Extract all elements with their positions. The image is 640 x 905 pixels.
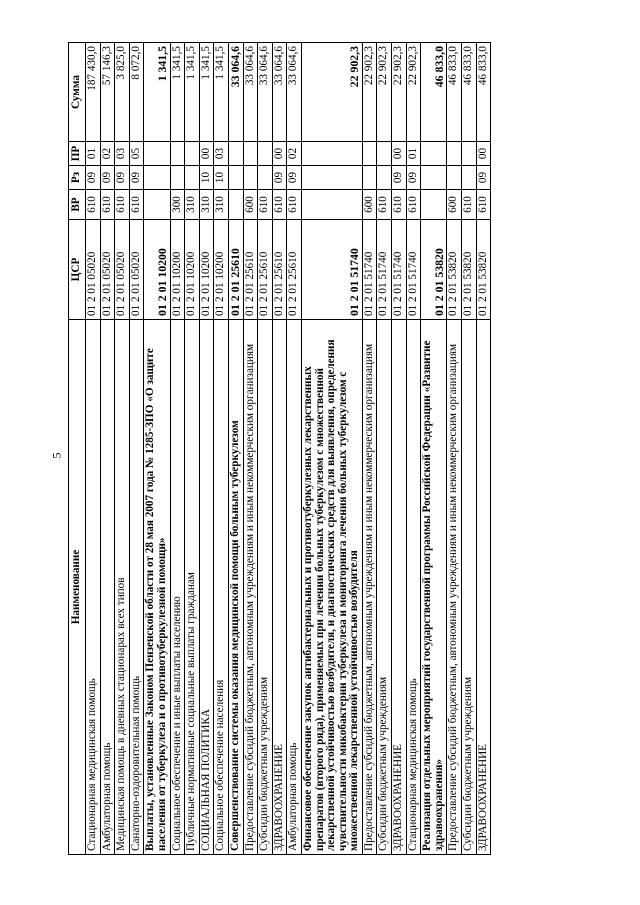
row-pr <box>170 142 185 166</box>
row-name: Публичные нормативные социальные выплаты гражданам <box>185 320 200 855</box>
row-pr <box>362 142 377 166</box>
row-name: Субсидии бюджетным учреждениям <box>462 320 477 855</box>
row-name: Амбулаторная помощь <box>287 320 302 855</box>
row-rz: 09 <box>86 166 101 190</box>
row-sum: 46 833,0 <box>476 43 491 142</box>
row-vr: 610 <box>272 190 287 220</box>
row-csr: 01 2 01 10200 <box>185 220 200 320</box>
row-vr: 610 <box>406 190 421 220</box>
table-body <box>86 43 491 855</box>
row-csr: 01 2 01 10200 <box>199 220 214 320</box>
row-csr: 01 2 01 05020 <box>86 220 101 320</box>
row-vr: 600 <box>243 190 258 220</box>
row-csr: 01 2 01 51740 <box>377 220 392 320</box>
row-vr: 610 <box>115 190 130 220</box>
row-vr <box>144 190 170 220</box>
row-name: Социальное обеспечение населения <box>214 320 229 855</box>
table-row <box>214 43 229 855</box>
row-pr <box>462 142 477 166</box>
row-sum: 33 064,6 <box>287 43 302 142</box>
row-pr: 03 <box>115 142 130 166</box>
table-row <box>392 43 407 855</box>
row-sum: 22 902,3 <box>362 43 377 142</box>
row-name: Предоставление субсидий бюджетным, автономным учреждениям и иным некоммерческим организациям <box>243 320 258 855</box>
table-row <box>228 43 243 855</box>
row-name: Санаторно-оздоровительная помощь <box>129 320 144 855</box>
row-name: СОЦИАЛЬНАЯ ПОЛИТИКА <box>199 320 214 855</box>
row-csr: 01 2 01 53820 <box>447 220 462 320</box>
row-sum: 22 902,3 <box>406 43 421 142</box>
page-number: 5 <box>49 452 64 459</box>
table-row <box>100 43 115 855</box>
row-rz <box>228 166 243 190</box>
header-pr: ПР <box>69 142 86 166</box>
row-csr: 01 2 01 10200 <box>144 220 170 320</box>
row-pr: 00 <box>272 142 287 166</box>
row-pr: 00 <box>392 142 407 166</box>
row-pr: 02 <box>287 142 302 166</box>
row-rz: 09 <box>115 166 130 190</box>
row-csr: 01 2 01 10200 <box>170 220 185 320</box>
header-vr: ВР <box>69 190 86 220</box>
table-row <box>362 43 377 855</box>
row-rz: 09 <box>392 166 407 190</box>
header-sum: Сумма <box>69 43 86 142</box>
row-name: Стационарная медицинская помощь <box>86 320 101 855</box>
row-pr: 05 <box>129 142 144 166</box>
row-vr: 310 <box>214 190 229 220</box>
row-csr: 01 2 01 51740 <box>301 220 362 320</box>
row-name: Реализация отдельных мероприятий государственной программы Российской Федерации «Развитие здравоохранения» <box>421 320 447 855</box>
row-sum: 3 825,0 <box>115 43 130 142</box>
row-sum: 33 064,6 <box>243 43 258 142</box>
row-csr: 01 2 01 05020 <box>100 220 115 320</box>
row-rz <box>144 166 170 190</box>
row-sum: 46 833,0 <box>462 43 477 142</box>
table-row <box>406 43 421 855</box>
row-pr <box>144 142 170 166</box>
row-sum: 22 902,3 <box>392 43 407 142</box>
row-name: Субсидии бюджетным учреждениям <box>377 320 392 855</box>
table-row <box>170 43 185 855</box>
table-row <box>199 43 214 855</box>
row-vr: 300 <box>170 190 185 220</box>
row-sum: 8 072,0 <box>129 43 144 142</box>
row-name: Субсидии бюджетным учреждениям <box>258 320 273 855</box>
row-vr: 610 <box>258 190 273 220</box>
row-name: Финансовое обеспечение закупок антибактериальных и противотуберкулезных лекарственных препаратов (второго ряда), применяемых при лечении больных туберкулезом с множественной лекарственной устойчивостью возбудителя, и диагностических средств для выявления, определения чувствительности микобактерии туберкулеза и мониторинга лечения больных туберкулезом с множественной лекарственной устойчивостью возбудителя <box>301 320 362 855</box>
row-pr <box>258 142 273 166</box>
row-sum: 1 341,5 <box>170 43 185 142</box>
row-csr: 01 2 01 05020 <box>115 220 130 320</box>
row-vr: 610 <box>377 190 392 220</box>
row-vr: 600 <box>362 190 377 220</box>
row-vr: 610 <box>476 190 491 220</box>
row-csr: 01 2 01 25610 <box>228 220 243 320</box>
row-rz <box>258 166 273 190</box>
row-rz <box>243 166 258 190</box>
row-rz <box>421 166 447 190</box>
row-vr: 610 <box>392 190 407 220</box>
table-header-row <box>69 43 86 855</box>
row-pr <box>228 142 243 166</box>
row-rz: 09 <box>129 166 144 190</box>
row-rz: 09 <box>476 166 491 190</box>
table-row <box>115 43 130 855</box>
table-row <box>185 43 200 855</box>
row-sum: 33 064,6 <box>258 43 273 142</box>
row-pr: 01 <box>86 142 101 166</box>
row-sum: 22 902,3 <box>301 43 362 142</box>
row-csr: 01 2 01 51740 <box>406 220 421 320</box>
row-csr: 01 2 01 51740 <box>362 220 377 320</box>
row-rz: 09 <box>287 166 302 190</box>
row-rz: 09 <box>272 166 287 190</box>
row-name: ЗДРАВООХРАНЕНИЕ <box>476 320 491 855</box>
row-pr <box>421 142 447 166</box>
row-vr: 310 <box>199 190 214 220</box>
row-csr: 01 2 01 53820 <box>421 220 447 320</box>
row-sum: 1 341,5 <box>144 43 170 142</box>
row-csr: 01 2 01 53820 <box>476 220 491 320</box>
row-vr: 310 <box>185 190 200 220</box>
row-sum: 1 341,5 <box>185 43 200 142</box>
table-row <box>243 43 258 855</box>
table-row <box>86 43 101 855</box>
row-rz: 10 <box>214 166 229 190</box>
row-csr: 01 2 01 25610 <box>258 220 273 320</box>
row-sum: 57 146,3 <box>100 43 115 142</box>
row-rz: 09 <box>406 166 421 190</box>
row-csr: 01 2 01 25610 <box>287 220 302 320</box>
row-sum: 46 833,0 <box>447 43 462 142</box>
row-csr: 01 2 01 25610 <box>272 220 287 320</box>
row-vr: 610 <box>287 190 302 220</box>
table-row <box>129 43 144 855</box>
header-name: Наименование <box>69 320 86 855</box>
row-vr <box>301 190 362 220</box>
rotated-page <box>68 43 616 855</box>
row-pr <box>377 142 392 166</box>
row-rz <box>170 166 185 190</box>
row-sum: 33 064,6 <box>228 43 243 142</box>
row-name: Медицинская помощь в дневных стационарах всех типов <box>115 320 130 855</box>
row-sum: 33 064,6 <box>272 43 287 142</box>
table-row <box>258 43 273 855</box>
row-pr <box>185 142 200 166</box>
row-vr: 610 <box>129 190 144 220</box>
row-sum: 46 833,0 <box>421 43 447 142</box>
row-vr <box>421 190 447 220</box>
row-pr: 00 <box>199 142 214 166</box>
row-csr: 01 2 01 10200 <box>214 220 229 320</box>
row-rz <box>185 166 200 190</box>
row-rz <box>362 166 377 190</box>
row-sum: 1 341,5 <box>199 43 214 142</box>
table-row <box>476 43 491 855</box>
row-rz <box>462 166 477 190</box>
row-csr: 01 2 01 53820 <box>462 220 477 320</box>
table-row <box>377 43 392 855</box>
row-pr <box>243 142 258 166</box>
row-vr <box>228 190 243 220</box>
table-row <box>447 43 462 855</box>
header-rz: Рз <box>69 166 86 190</box>
row-rz <box>447 166 462 190</box>
row-csr: 01 2 01 05020 <box>129 220 144 320</box>
row-pr: 03 <box>214 142 229 166</box>
row-pr: 00 <box>476 142 491 166</box>
row-name: Выплаты, установленные Законом Пензенской области от 28 мая 2007 года № 1285-ЗПО «О защите населения от туберкулеза и о противотуберкулезной помощи» <box>144 320 170 855</box>
table-row <box>421 43 447 855</box>
row-name: Стационарная медицинская помощь <box>406 320 421 855</box>
row-rz <box>301 166 362 190</box>
row-name: Социальное обеспечение и иные выплаты населению <box>170 320 185 855</box>
row-name: ЗДРАВООХРАНЕНИЕ <box>392 320 407 855</box>
row-sum: 1 341,5 <box>214 43 229 142</box>
header-csr: ЦСР <box>69 220 86 320</box>
row-pr: 02 <box>100 142 115 166</box>
row-csr: 01 2 01 25610 <box>243 220 258 320</box>
table-row <box>272 43 287 855</box>
row-pr: 01 <box>406 142 421 166</box>
row-vr: 610 <box>86 190 101 220</box>
table-row <box>301 43 362 855</box>
table-row <box>287 43 302 855</box>
table-row <box>144 43 170 855</box>
table-row <box>462 43 477 855</box>
row-sum: 22 902,3 <box>377 43 392 142</box>
row-pr <box>301 142 362 166</box>
row-csr: 01 2 01 51740 <box>392 220 407 320</box>
row-rz <box>377 166 392 190</box>
row-vr: 610 <box>462 190 477 220</box>
row-rz: 10 <box>199 166 214 190</box>
row-name: Предоставление субсидий бюджетным, автономным учреждениям и иным некоммерческим организациям <box>447 320 462 855</box>
row-rz: 09 <box>100 166 115 190</box>
budget-table <box>68 42 491 855</box>
row-name: Предоставление субсидий бюджетным, автономным учреждениям и иным некоммерческим организациям <box>362 320 377 855</box>
row-name: ЗДРАВООХРАНЕНИЕ <box>272 320 287 855</box>
row-vr: 600 <box>447 190 462 220</box>
row-name: Амбулаторная помощь <box>100 320 115 855</box>
row-sum: 187 430,0 <box>86 43 101 142</box>
row-name: Совершенствование системы оказания медицинской помощи больным туберкулезом <box>228 320 243 855</box>
row-vr: 610 <box>100 190 115 220</box>
row-pr <box>447 142 462 166</box>
